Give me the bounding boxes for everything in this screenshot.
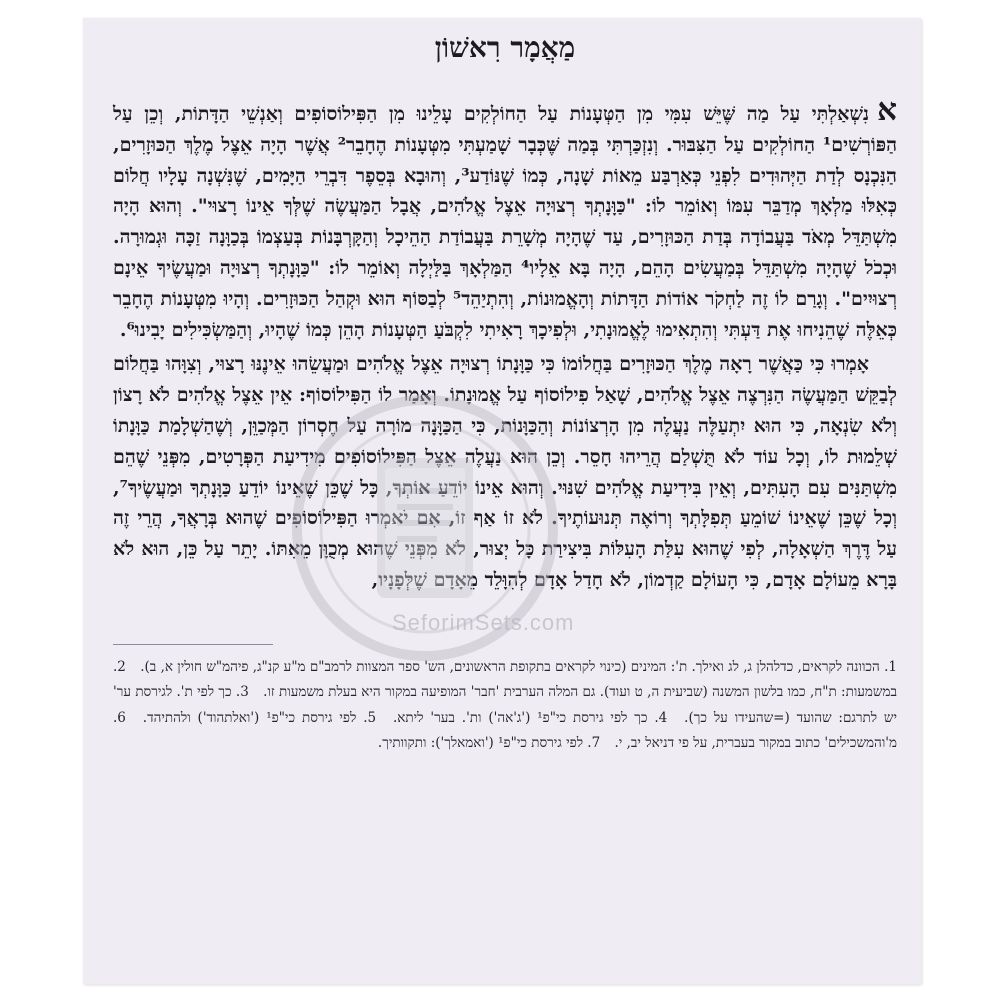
footnote: 1. הכוונה לקראים, כדלהלן ג, לג ואילך. ת': המינים (כינוי לקראים בתקופת הראשונים, הש' ספר המצוות לרמב"ם מ"ע קנ"ג, פיהמ"ש חולין א, ב). bbox=[140, 658, 897, 675]
footnote: 4. כך לפי גירסת כי"פ¹ ('ג'אה') ות'. בער' ליתא. bbox=[393, 709, 668, 726]
main-text bbox=[113, 92, 897, 596]
paragraph-text: אָמְרוּ כִּי כַּאֲשֶׁר רָאָה מֶלֶךְ הַכּוּזָרִים בַּחֲלוֹמוֹ כִּי כַּוָּנָתוֹ רְצוּיָה אֵצֶל אֱלֹהִים וּמַעֲשֵׂהוּ אֵינֶנּוּ רָצוּי, וְצִוָּהוּ בַּחֲלוֹם לְבַקֵּשׁ הַמַּעֲשֶׂה הַנִּרְצֶה אֵצֶל אֱלֹהִים, שָׁאַל פִילוֹסוֹף עַל אֱמוּנָתוֹ. וְאָמַר לוֹ הַפִּילוֹסוֹף: אֵין אֵצֶל אֱלֹהִים לֹא רָצוֹן וְלֹא שִׂנְאָה, כִּי הוּא יִתְעַלֶּה נַעֲלֶה מִן הָרְצוֹנוֹת וְהַכַּוָּנוֹת, כִּי הַכַּוָּנָה מוֹרָה עַל חֶסְרוֹן הַמְּכַוֵּן, וְשֶׁהַשְׁלָמַת כַּוָּנָתוֹ שְׁלֵמוּת לוֹ, וְכָל עוֹד לֹא תֻּשְׁלַם הֲרֵיהוּ חָסֵר. וְכֵן הוּא נַעֲלֶה אֵצֶל הַפִּילוֹסוֹפִים מִידִיעַת הַפְּרָטִים, מִפְּנֵי שֶׁהֵם מִשְׁתַּנִּים עִם הָעִתִּים, וְאֵין בִּידִיעַת אֱלֹהִים שִׁנּוּי. וְהוּא אֵינוֹ יוֹדֵעַ אוֹתְךָ, כָּל שֶׁכֵּן שֶׁאֵינוֹ יוֹדֵעַ כַּוָּנָתְךָ וּמַעֲשֶׂיךָ⁷, וְכָל שֶׁכֵּן שֶׁאֵינוֹ שׁוֹמֵעַ תְּפִלָּתְךָ וְרוֹאֶה תְּנוּעוֹתֶיךָ. לֹא זוֹ אַף זוֹ, אִם יֹאמְרוּ הַפִּילוֹסוֹפִים שֶׁהוּא בְּרָאֲךָ, הֲרֵי זֶה עַל דֶּרֶךְ הַשְׁאָלָה, לְפִי שֶׁהוּא עִלַּת הָעִלּוֹת בִּיצִירַת כָּל יְצוּר, לֹא מִפְּנֵי שֶׁהוּא מְכֻוָּן מֵאִתּוֹ. יָתֵר עַל כֵּן, הוּא לֹא בָּרָא מֵעוֹלָם אָדָם, כִּי הָעוֹלָם קַדְמוֹן, לֹא חָדַל אָדָם לְהִוָּלֵד מֵאָדָם שֶׁלְּפָנָיו, bbox=[113, 353, 897, 591]
paragraph-2 bbox=[113, 349, 897, 595]
footnote: 3. כך לפי ת'. לגירסת ער' יש לתרגם: שהועד (=שהעידו על כך). bbox=[113, 684, 898, 726]
footnote: 2. במשמעות: ת"ח, כמו בלשון המשנה (שביעית ה, ט ועוד). גם המלה הערבית 'חבר' המופיעה במקור היא בעלת משמעות זו. bbox=[113, 658, 898, 701]
page-title: מַאֲמָר רִאשׁוֹן bbox=[434, 31, 576, 64]
paragraph-1 bbox=[113, 92, 897, 345]
footnote: 5. לפי גירסת כי"פ¹ ('ואלתהוד') ולהתיהד. bbox=[142, 709, 377, 726]
book-page bbox=[83, 18, 921, 984]
footnote-divider bbox=[113, 644, 273, 645]
footnotes bbox=[113, 655, 897, 757]
watermark-text: SeforimSets.com bbox=[392, 610, 575, 635]
footnote: 6. מ'והמשכילים' כתוב במקור בעברית, על פי דניאל יב, י. bbox=[113, 709, 897, 752]
paragraph-text: נִשְׁאַלְתִּי עַל מַה שֶּׁיֵּשׁ עִמִּי מִן הַטְּעָנוֹת עַל הַחוֹלְקִים עָלֵינוּ מִן הַפִּילוֹסוֹפִים וְאַנְשֵׁי הַדָּתוֹת, וְכֵן עַל הַפּוֹרְשִׁים¹ הַחוֹלְקִים עַל הַצִּבּוּר. וְנִזְכַּרְתִּי בְּמַה שֶּׁכְּבָר שָׁמַעְתִּי מִטְּעָנוֹת הֶחָבֵר² אֲשֶׁר הָיָה אֵצֶל מֶלֶךְ הַכּוּזָרִים, הַנִּכְנָס לְדַת הַיְּהוּדִים לִפְנֵי כְּאַרְבַּע מֵאוֹת שָׁנָה, כְּמוֹ שֶׁנּוֹדַע³, וְהוּבָא בְּסֵפֶר דִּבְרֵי הַיָּמִים, שֶׁנִּשְׁנָה עָלָיו חֲלוֹם כְּאִלּוּ מַלְאָךְ מְדַבֵּר עִמּוֹ וְאוֹמֵר לוֹ: "כַּוָּנָתְךָ רְצוּיָה אֵצֶל אֱלֹהִים, אֲבָל הַמַּעֲשֶׂה שֶׁלְּךָ אֵינוֹ רָצוּי". וְהוּא הָיָה מִשְׁתַּדֵּל מְאֹד בַּעֲבוֹדָה בְּדַת הַכּוּזָרִים, עַד שֶׁהָיָה מְשָׁרֵת בַּעֲבוֹדַת הַהֵיכָל וְהַקָּרְבָּנוֹת בְּעַצְמוֹ בְּכַוָּנָה זַכָּה וּגְמוּרָה. וּכְכֹל שֶׁהָיָה מִשְׁתַּדֵּל בְּמַעֲשִׂים הָהֵם, הָיָה בָּא אֵלָיו⁴ הַמַּלְאָךְ בַּלַּיְלָה וְאוֹמֵר לוֹ: "כַּוָּנָתְךָ רְצוּיָה וּמַעֲשֶׂיךָ אֵינָם רְצוּיִים". וְגָרַם לוֹ זֶה לַחְקֹר אוֹדוֹת הַדָּתוֹת וְהָאֱמוּנוֹת, וְהִתְיַהֵד⁵ לְבַסּוֹף הוּא וּקְהַל הַכּוּזָרִים. וְהָיוּ מִטְּעָנוֹת הֶחָבֵר כְּאֵלֶּה שֶׁהֵנִיחוּ אֶת דַּעְתִּי וְהִתְאִימוּ לֶאֱמוּנָתִי, וּלְפִיכָךְ רָאִיתִי לִקְבֹּעַ הַטְּעָנוֹת הָהֵן כְּמוֹ שֶׁהָיוּ, וְהַמַּשְׂכִּילִים יָבִינוּ⁶. bbox=[113, 103, 897, 341]
footnote: 7. לפי גירסת כי"פ¹ ('ואמאלך'): ותקוותיך. bbox=[377, 735, 601, 752]
section-letter: א bbox=[877, 92, 897, 128]
